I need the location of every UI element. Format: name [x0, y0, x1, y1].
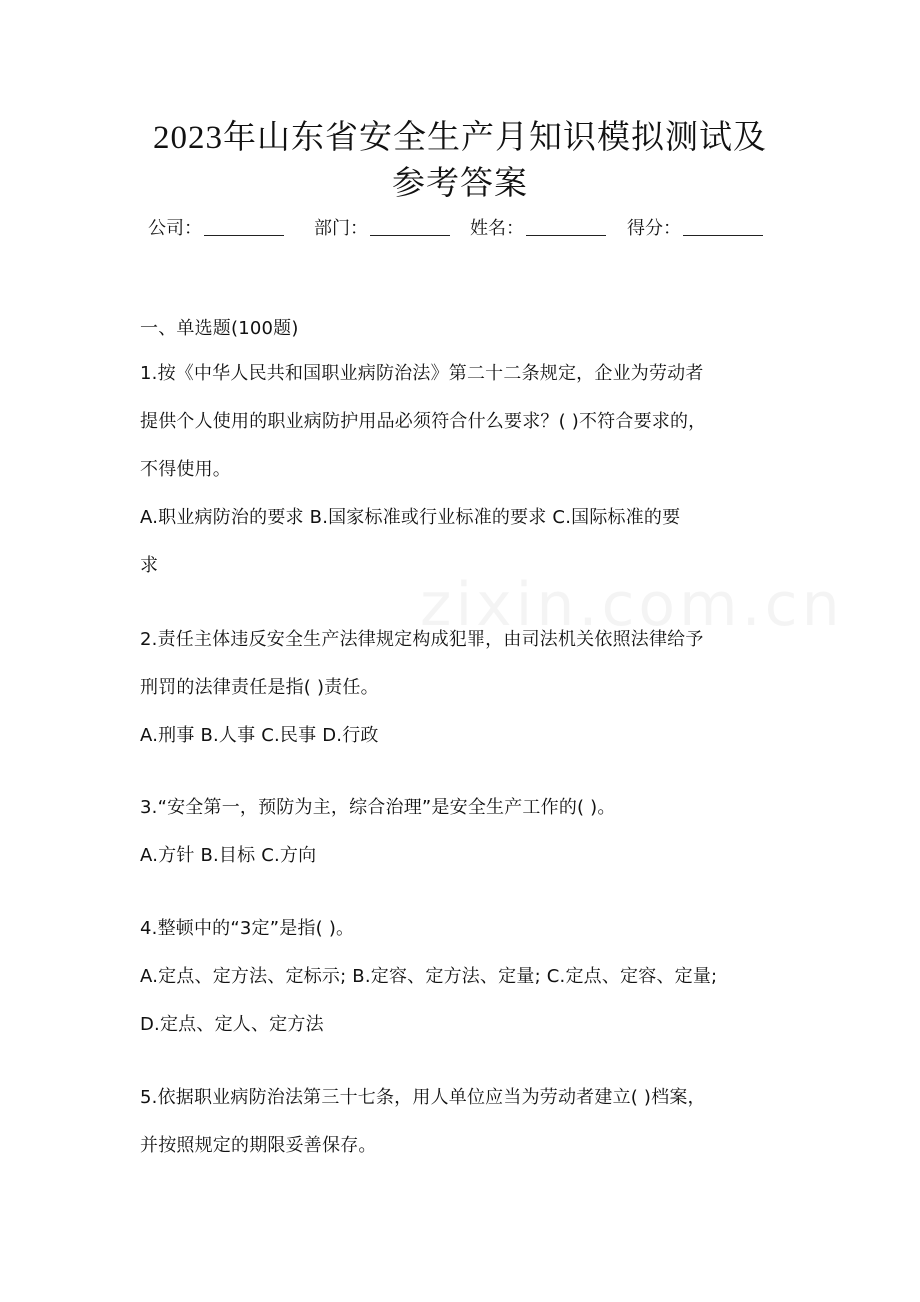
department-field[interactable] — [314, 214, 450, 244]
question-4-options-line-1: A.定点、定方法、定标示; B.定容、定方法、定量; C.定点、定容、定量; — [140, 966, 718, 987]
question-1-line-3: 不得使用。 — [140, 459, 231, 480]
score-blank[interactable] — [683, 215, 763, 236]
document-title-line-1: 2023年山东省安全生产月知识模拟测试及 — [153, 120, 767, 156]
department-label: 部门： — [314, 218, 368, 239]
info-fields-row — [140, 214, 780, 244]
question-2-line-1: 2.责任主体违反安全生产法律规定构成犯罪，由司法机关依照法律给予 — [140, 629, 704, 650]
department-blank[interactable] — [370, 215, 450, 236]
question-5-line-2: 并按照规定的期限妥善保存。 — [140, 1135, 377, 1156]
question-4-options-line-2: D.定点、定人、定方法 — [140, 1014, 324, 1035]
name-label: 姓名： — [470, 218, 524, 239]
score-label: 得分： — [627, 218, 681, 239]
question-2-line-2: 刑罚的法律责任是指( )责任。 — [140, 677, 379, 698]
document-title-line-2: 参考答案 — [392, 166, 528, 202]
question-1-options-line-2: 求 — [140, 555, 159, 576]
question-3-options: A.方针 B.目标 C.方向 — [140, 845, 317, 866]
section-heading: 一、单选题(100题) — [140, 318, 299, 339]
question-5-line-1: 5.依据职业病防治法第三十七条，用人单位应当为劳动者建立( )档案， — [140, 1087, 706, 1108]
score-field[interactable] — [627, 214, 763, 244]
question-2-options: A.刑事 B.人事 C.民事 D.行政 — [140, 725, 379, 746]
question-1-options-line-1: A.职业病防治的要求 B.国家标准或行业标准的要求 C.国际标准的要 — [140, 507, 681, 528]
name-blank[interactable] — [526, 215, 606, 236]
company-field[interactable] — [148, 214, 284, 244]
question-3-line-1: 3.“安全第一，预防为主，综合治理”是安全生产工作的( )。 — [140, 797, 616, 818]
company-label: 公司： — [148, 218, 202, 239]
name-field[interactable] — [470, 214, 606, 244]
company-blank[interactable] — [204, 215, 284, 236]
question-4-line-1: 4.整顿中的“3定”是指( )。 — [140, 918, 355, 939]
question-1-line-1: 1.按《中华人民共和国职业病防治法》第二十二条规定，企业为劳动者 — [140, 363, 704, 384]
question-1-line-2: 提供个人使用的职业病防护用品必须符合什么要求？( )不符合要求的， — [140, 411, 707, 432]
